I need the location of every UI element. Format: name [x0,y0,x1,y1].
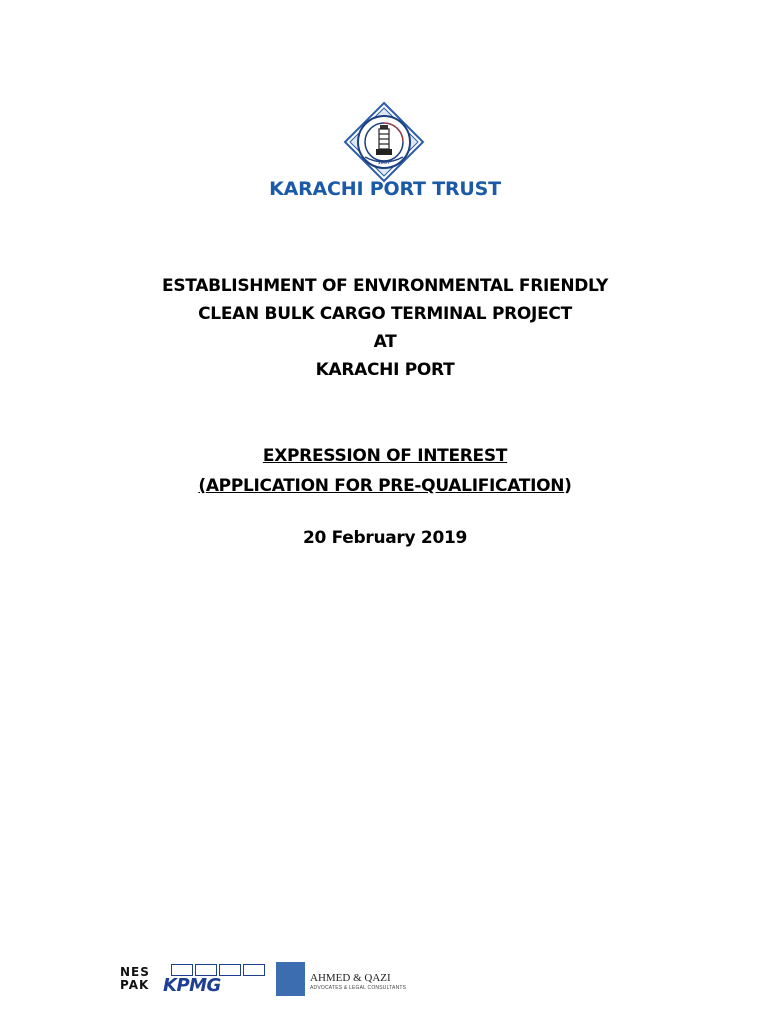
expression-of-interest-heading: EXPRESSION OF INTEREST [262,446,508,466]
organization-name: KARACHI PORT TRUST [269,178,501,200]
ahmed-qazi-name: AHMED & QAZI [310,972,391,984]
karachi-port-trust-logo-icon [343,101,425,183]
title-line: ESTABLISHMENT OF ENVIRONMENTAL FRIENDLY [162,276,608,296]
nespak-logo [120,966,162,994]
document-type [0,442,770,500]
ahmed-qazi-subtitle: ADVOCATES & LEGAL CONSULTANTS [310,985,407,991]
pre-qualification-heading [0,472,770,500]
document-date: 20 February 2019 [302,528,468,548]
nespak-line-2: PAK [120,978,150,992]
kpmg-logo [163,962,273,996]
open-paren: ( [198,476,206,496]
title-line: AT [373,332,397,352]
svg-text:1887: 1887 [377,160,391,166]
close-paren: ) [564,476,572,496]
nespak-line-1: NES [120,965,150,979]
kpmg-wordmark: KPMG [163,975,221,996]
footer-logos [120,962,407,996]
title-line: KARACHI PORT [315,360,455,380]
pre-qualification-text: APPLICATION FOR PRE-QUALIFICATION [205,476,565,496]
project-title [0,272,770,384]
ahmed-qazi-logo-icon [276,962,305,996]
title-line: CLEAN BULK CARGO TERMINAL PROJECT [198,304,572,324]
